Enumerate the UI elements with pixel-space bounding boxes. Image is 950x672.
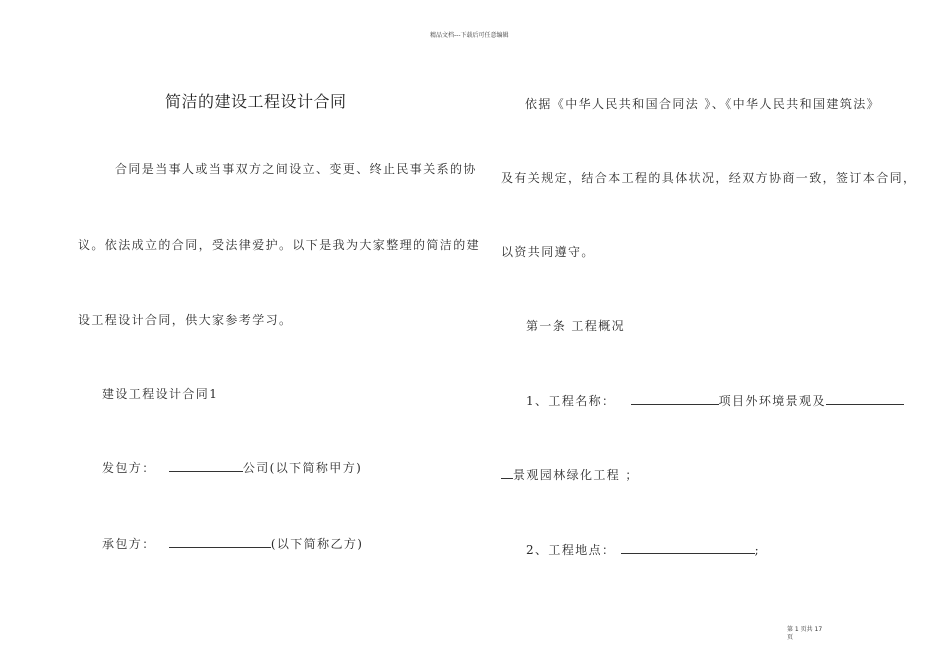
party-b-line: [102, 535, 363, 552]
item-1-blank-c: [501, 467, 513, 479]
intro-line-2: 议。依法成立的合同，受法律爱护。以下是我为大家整理的简洁的建: [78, 238, 481, 252]
item-2-blank: [621, 542, 755, 554]
party-a-suffix: 公司(以下简称甲方): [242, 461, 363, 475]
party-a-line: [102, 459, 362, 476]
basis-line-2: 及有关规定，结合本工程的具体状况，经双方协商一致，签订本合同，: [501, 171, 917, 185]
page-footer: [787, 626, 822, 642]
article-1-heading: 第一条 工程概况: [526, 319, 626, 333]
intro-line-3: 设工程设计合同，供大家参考学习。: [78, 313, 293, 327]
item-2-line: [526, 541, 760, 558]
party-a-label: 发包方：: [102, 461, 156, 475]
item-1-blank-a: [631, 393, 719, 405]
item-2-label: 2、工程地点：: [526, 543, 616, 557]
item-2-suffix: ;: [754, 543, 761, 557]
item-1-middle: 项目外环境景观及: [718, 394, 826, 408]
item-1-cont: 景观园林绿化工程 ；: [513, 468, 639, 482]
item-1-blank-b: [826, 393, 904, 405]
page-number-line-2: 页: [787, 634, 794, 641]
party-a-blank: [169, 460, 243, 472]
party-b-suffix: (以下简称乙方): [270, 537, 364, 551]
item-1-continuation: [501, 466, 639, 483]
basis-line-3: 以资共同遵守。: [501, 245, 595, 259]
page-header: 精品文档---下载后可任意编辑: [430, 32, 509, 39]
contract-heading: 建设工程设计合同1: [102, 387, 219, 401]
item-1-line: [526, 392, 904, 409]
basis-line-1: 依据《中华人民共和国合同法 》、《中华人民共和国建筑法》: [525, 97, 881, 111]
page-number-line-1: 第 1 页共 17: [787, 626, 823, 633]
intro-line-1: 合同是当事人或当事双方之间设立、变更、终止民事关系的协: [115, 162, 477, 176]
party-b-label: 承包方：: [102, 537, 156, 551]
document-title: 简洁的建设工程设计合同: [165, 92, 347, 111]
item-1-label: 1、工程名称：: [526, 394, 616, 408]
party-b-blank: [169, 536, 271, 548]
